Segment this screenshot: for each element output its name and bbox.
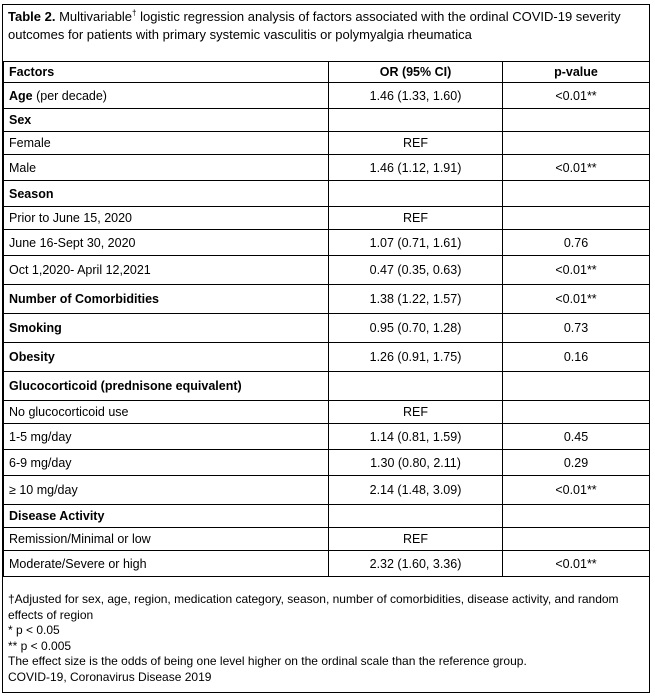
factor-cell <box>4 476 329 505</box>
table-row <box>4 551 650 577</box>
odds-ratio-cell: 1.26 (0.91, 1.75) <box>329 343 503 372</box>
caption-text-a: Multivariable <box>55 9 133 24</box>
p-value-cell: <0.01** <box>503 83 650 109</box>
factor-cell <box>4 551 329 577</box>
header-row <box>4 62 650 83</box>
footnote-p005: ** p < 0.005 <box>8 638 72 653</box>
odds-ratio-cell: 1.46 (1.12, 1.91) <box>329 155 503 181</box>
p-value-cell: <0.01** <box>503 476 650 505</box>
p-value-cell: <0.01** <box>503 551 650 577</box>
p-value-cell <box>503 401 650 424</box>
odds-ratio-cell: REF <box>329 132 503 155</box>
p-value-cell: 0.29 <box>503 450 650 476</box>
table-row <box>4 109 650 132</box>
table-row <box>4 256 650 285</box>
table-body <box>4 83 650 577</box>
factor-label: Age <box>9 88 33 103</box>
p-value-cell: <0.01** <box>503 256 650 285</box>
factor-cell <box>4 372 329 401</box>
factor-cell <box>4 181 329 207</box>
factor-cell <box>4 285 329 314</box>
odds-ratio-cell: REF <box>329 528 503 551</box>
factor-label: Sex <box>9 113 32 127</box>
table-row <box>4 314 650 343</box>
odds-ratio-cell <box>329 181 503 207</box>
factor-label: Season <box>9 186 54 201</box>
p-value-cell: 0.76 <box>503 230 650 256</box>
p-value-cell <box>503 505 650 528</box>
factor-label: Moderate/Severe or high <box>9 556 147 571</box>
caption-label: Table 2. <box>8 9 56 24</box>
odds-ratio-cell: REF <box>329 401 503 424</box>
table-row <box>4 155 650 181</box>
footnote-p05: * p < 0.05 <box>8 623 60 637</box>
factor-cell <box>4 256 329 285</box>
table-row <box>4 83 650 109</box>
table-row <box>4 450 650 476</box>
odds-ratio-cell: REF <box>329 207 503 230</box>
table-row <box>4 230 650 256</box>
factor-label: Obesity <box>9 350 55 364</box>
odds-ratio-cell: 0.95 (0.70, 1.28) <box>329 314 503 343</box>
p-value-cell <box>503 109 650 132</box>
p-value-cell: 0.45 <box>503 424 650 450</box>
p-value-cell <box>503 207 650 230</box>
factor-cell <box>4 528 329 551</box>
table-row <box>4 132 650 155</box>
table-row <box>4 207 650 230</box>
p-value-cell <box>503 181 650 207</box>
factor-label: Disease Activity <box>9 509 105 523</box>
factor-label: No glucocorticoid use <box>9 405 129 419</box>
factor-cell <box>4 155 329 181</box>
footnote-effect-size: The effect size is the odds of being one level higher on the ordinal scale than the reference group. <box>8 654 527 668</box>
factor-label: 6-9 mg/day <box>9 455 72 470</box>
factor-cell <box>4 343 329 372</box>
factor-cell <box>4 132 329 155</box>
table-row <box>4 424 650 450</box>
factor-label: Oct 1,2020- April 12,2021 <box>9 263 151 277</box>
caption-text-b: logistic regression analysis of factors associated with the ordinal COVID-19 severity outcomes for patients with primary systemic vasculitis or polymyalgia rheumatica <box>8 9 621 42</box>
factor-cell <box>4 83 329 109</box>
table-row <box>4 285 650 314</box>
factor-label: Smoking <box>9 321 62 335</box>
table-row <box>4 528 650 551</box>
p-value-cell: 0.16 <box>503 343 650 372</box>
factor-label: Remission/Minimal or low <box>9 532 151 546</box>
factor-cell <box>4 505 329 528</box>
header-or: OR (95% CI) <box>329 62 503 83</box>
factor-label: 1-5 mg/day <box>9 429 72 444</box>
header-p: p-value <box>503 62 650 83</box>
footnote-adjusted: †Adjusted for sex, age, region, medication category, season, number of comorbidities, disease activity, and random effects of region <box>8 592 619 622</box>
p-value-cell <box>503 132 650 155</box>
table-row <box>4 476 650 505</box>
factor-cell <box>4 401 329 424</box>
factor-cell <box>4 230 329 256</box>
factor-cell <box>4 109 329 132</box>
odds-ratio-cell <box>329 505 503 528</box>
p-value-cell: 0.73 <box>503 314 650 343</box>
p-value-cell: <0.01** <box>503 155 650 181</box>
table-row <box>4 181 650 207</box>
footnote-abbreviation: COVID-19, Coronavirus Disease 2019 <box>8 669 212 684</box>
odds-ratio-cell <box>329 109 503 132</box>
factor-suffix: (per decade) <box>32 88 107 103</box>
factor-label: Glucocorticoid (prednisone equivalent) <box>9 379 242 393</box>
odds-ratio-cell: 1.30 (0.80, 2.11) <box>329 450 503 476</box>
factor-label: Female <box>9 136 51 150</box>
p-value-cell <box>503 528 650 551</box>
odds-ratio-cell: 2.14 (1.48, 3.09) <box>329 476 503 505</box>
p-value-cell <box>503 372 650 401</box>
factor-cell <box>4 424 329 450</box>
odds-ratio-cell: 1.38 (1.22, 1.57) <box>329 285 503 314</box>
results-table <box>3 61 650 577</box>
factor-label: Number of Comorbidities <box>9 292 160 306</box>
caption-dagger: † <box>132 8 137 18</box>
factor-label: Male <box>9 160 37 175</box>
factor-label: June 16-Sept 30, 2020 <box>9 235 136 250</box>
table-caption <box>8 8 644 44</box>
odds-ratio-cell: 1.14 (0.81, 1.59) <box>329 424 503 450</box>
factor-label: Prior to June 15, 2020 <box>9 211 132 225</box>
factor-cell <box>4 450 329 476</box>
factor-cell <box>4 314 329 343</box>
odds-ratio-cell: 1.46 (1.33, 1.60) <box>329 83 503 109</box>
odds-ratio-cell: 1.07 (0.71, 1.61) <box>329 230 503 256</box>
factor-cell <box>4 207 329 230</box>
odds-ratio-cell: 0.47 (0.35, 0.63) <box>329 256 503 285</box>
footnotes <box>8 592 644 685</box>
table-row <box>4 343 650 372</box>
header-factors: Factors <box>4 62 329 83</box>
odds-ratio-cell <box>329 372 503 401</box>
table-row <box>4 505 650 528</box>
p-value-cell: <0.01** <box>503 285 650 314</box>
odds-ratio-cell: 2.32 (1.60, 3.36) <box>329 551 503 577</box>
table-row <box>4 372 650 401</box>
table-row <box>4 401 650 424</box>
factor-label: ≥ 10 mg/day <box>9 483 78 497</box>
